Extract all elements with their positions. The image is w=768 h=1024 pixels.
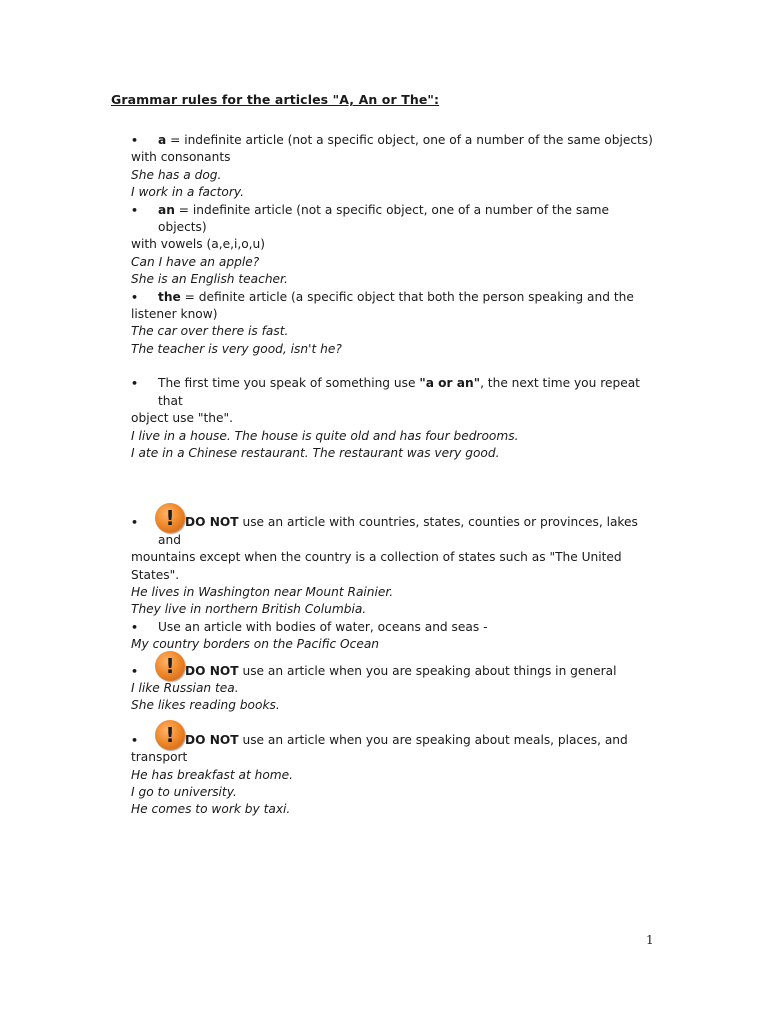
rule-an xyxy=(131,202,656,289)
term-the: the xyxy=(158,289,181,304)
first-time-tail: , the next time you repeat that xyxy=(158,376,640,408)
countries-continued: mountains except when the country is a collection of states such as "The United States". xyxy=(131,550,622,582)
rule-first-time xyxy=(131,375,656,462)
page-number: 1 xyxy=(646,933,654,947)
example-sentence: I live in a house. The house is quite old and has four bedrooms. xyxy=(131,428,519,443)
term-an: an xyxy=(158,202,175,217)
countries-text: use an article with countries, states, counties or provinces, lakes and xyxy=(158,515,638,547)
definition-the-continued: listener know) xyxy=(131,307,218,322)
example-sentence: My country borders on the Pacific Ocean xyxy=(131,637,380,652)
do-not-label: DO NOT xyxy=(185,663,239,678)
bullet-icon: • xyxy=(131,664,139,678)
definition-the: = definite article (a specific object that both the person speaking and the xyxy=(180,289,634,304)
bullet-icon: • xyxy=(131,290,139,304)
warning-icon: ! xyxy=(155,732,185,749)
meals-text: use an article when you are speaking about meals, places, and xyxy=(238,732,628,747)
rule-a xyxy=(131,132,656,202)
do-not-label: DO NOT xyxy=(185,732,239,747)
example-sentence: Can I have an apple? xyxy=(131,254,260,269)
example-sentence: I ate in a Chinese restaurant. The restaurant was very good. xyxy=(131,445,500,460)
example-sentence: I go to university. xyxy=(131,785,237,799)
rule-meals xyxy=(131,723,656,819)
bullet-icon: • xyxy=(131,620,139,634)
example-sentence: I like Russian tea. xyxy=(131,680,239,695)
rule-the xyxy=(131,289,656,359)
first-time-bold: "a or an" xyxy=(419,376,481,391)
example-sentence: She is an English teacher. xyxy=(131,272,288,287)
bullet-icon: • xyxy=(131,377,139,391)
example-sentence: He has breakfast at home. xyxy=(131,767,294,782)
bullet-icon: • xyxy=(131,203,139,217)
definition-a: = indefinite article (not a specific object, one of a number of the same objects) xyxy=(166,133,653,147)
example-sentence: He comes to work by taxi. xyxy=(131,802,291,817)
example-sentence: She has a dog. xyxy=(131,167,222,182)
example-sentence: I work in a factory. xyxy=(131,185,245,200)
rules-body xyxy=(131,132,656,819)
example-sentence: The car over there is fast. xyxy=(131,324,289,339)
definition-an-continued: with vowels (a,e,i,o,u) xyxy=(131,237,266,252)
meals-continued: transport xyxy=(131,750,188,765)
general-text: use an article when you are speaking about things in general xyxy=(238,663,617,678)
first-time-continued: object use "the". xyxy=(131,411,233,426)
rule-general xyxy=(131,653,656,715)
page-title: Grammar rules for the articles "A, An or The": xyxy=(111,92,440,107)
definition-a-continued: with consonants xyxy=(131,150,231,165)
term-a: a xyxy=(158,133,167,147)
do-not-label: DO NOT xyxy=(185,515,239,530)
rule-bodies-of-water xyxy=(131,619,656,654)
example-sentence: They live in northern British Columbia. xyxy=(131,602,367,617)
rule-countries xyxy=(131,505,656,618)
warning-icon: ! xyxy=(155,663,185,680)
bullet-icon: • xyxy=(131,134,139,147)
bullet-icon: • xyxy=(131,733,139,747)
bullet-icon: • xyxy=(131,516,139,530)
example-sentence: She likes reading books. xyxy=(131,698,280,713)
warning-icon: ! xyxy=(155,515,185,532)
definition-an: = indefinite article (not a specific object, one of a number of the same objects) xyxy=(158,202,610,235)
water-text: Use an article with bodies of water, oceans and seas - xyxy=(158,619,488,634)
example-sentence: The teacher is very good, isn't he? xyxy=(131,341,342,356)
example-sentence: He lives in Washington near Mount Rainier. xyxy=(131,584,394,599)
first-time-lead: The first time you speak of something use xyxy=(158,376,420,391)
